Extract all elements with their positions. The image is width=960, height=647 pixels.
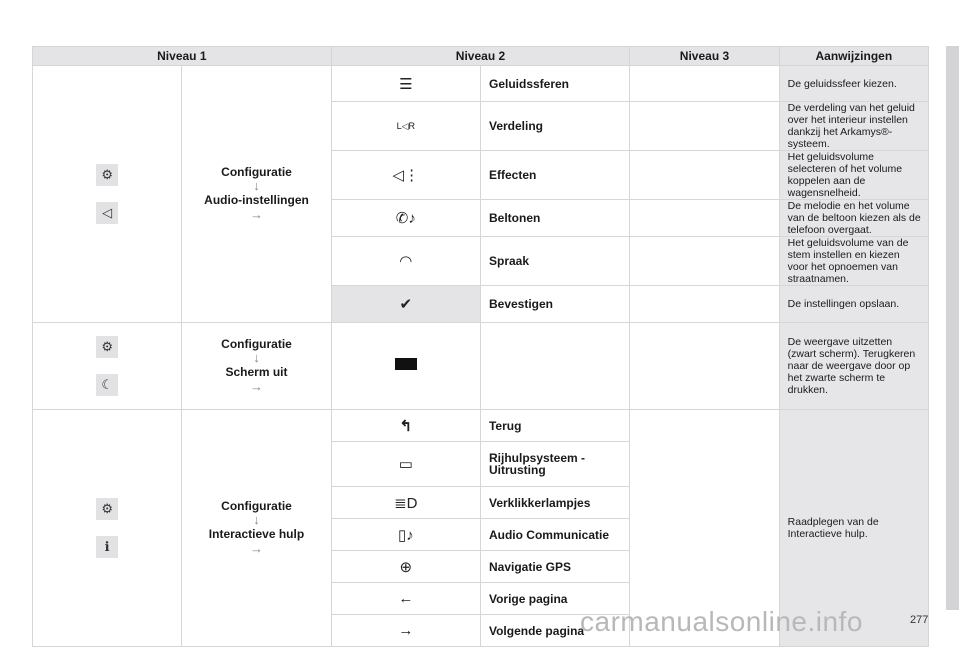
level1-icons	[33, 66, 182, 323]
black-screen-icon	[395, 358, 417, 370]
level2-icon-cell	[331, 323, 480, 410]
driving-aid-icon: ▭	[331, 442, 480, 487]
voice-icon: ◠	[331, 237, 480, 286]
menu-table	[32, 46, 929, 647]
level2-label: Effecten	[480, 151, 629, 200]
level1-top: Configuratie	[221, 165, 292, 179]
level1-top: Configuratie	[221, 499, 292, 513]
gears-icon: ⚙	[96, 498, 118, 520]
level3-cell	[630, 323, 779, 410]
level3-cell	[630, 66, 779, 102]
level1-top: Configuratie	[221, 337, 292, 351]
audio-phone-icon: ▯♪	[331, 519, 480, 551]
page-side-tab	[946, 46, 959, 610]
level1-label	[182, 323, 331, 410]
arrow-right-icon: →	[249, 207, 263, 222]
level1-icons	[33, 410, 182, 647]
level1-bottom: Audio-instellingen	[204, 193, 309, 207]
level2-label: Vorige pagina	[480, 583, 629, 615]
note: De instellingen opslaan.	[779, 286, 928, 323]
header-aanwijzingen: Aanwijzingen	[779, 47, 928, 66]
table-row	[33, 410, 929, 442]
level1-bottom: Scherm uit	[225, 365, 288, 379]
header-niveau-1: Niveau 1	[33, 47, 332, 66]
gears-icon: ⚙	[96, 336, 118, 358]
level2-label: Rijhulpsysteem - Uitrusting	[480, 442, 629, 487]
level2-label: Spraak	[480, 237, 629, 286]
page-number: 277	[910, 614, 929, 626]
speaker-effects-icon: ◁⋮	[331, 151, 480, 200]
note: De melodie en het volume van de beltoon kiezen als de telefoon overgaat.	[779, 200, 928, 237]
level2-label: Beltonen	[480, 200, 629, 237]
table-row	[33, 66, 929, 102]
warning-lamp-icon: ≣D	[331, 487, 480, 519]
table-header	[33, 47, 929, 66]
level2-label: Verklikkerlampjes	[480, 487, 629, 519]
ringtone-icon: ✆♪	[331, 200, 480, 237]
level2-label: Terug	[480, 410, 629, 442]
note: De weergave uitzetten (zwart scherm). Terugkeren naar de weergave door op het zwarte scherm te drukken.	[779, 323, 928, 410]
level2-label	[480, 323, 629, 410]
note: Raadplegen van de Interactieve hulp.	[779, 410, 928, 647]
gps-icon: ⊕	[331, 551, 480, 583]
level3-cell	[630, 200, 779, 237]
arrow-right-icon: →	[249, 379, 263, 394]
arrow-right-icon: →	[331, 615, 480, 647]
gears-icon: ⚙	[96, 164, 118, 186]
level1-label	[182, 410, 331, 647]
arrow-down-icon: ↓	[253, 512, 260, 527]
arrow-down-icon: ↓	[253, 178, 260, 193]
watermark: carmanualsonline.info	[580, 606, 863, 637]
level3-cell	[630, 286, 779, 323]
table-row	[33, 323, 929, 410]
note: Het geluidsvolume selecteren of het volume koppelen aan de wagensnelheid.	[779, 151, 928, 200]
level3-cell	[630, 102, 779, 151]
arrow-right-icon: →	[249, 541, 263, 556]
level1-label	[182, 66, 331, 323]
checkmark-icon: ✔	[331, 286, 480, 323]
level1-bottom: Interactieve hulp	[208, 527, 305, 541]
level3-cell	[630, 237, 779, 286]
level3-cell	[630, 151, 779, 200]
arrow-left-icon: ←	[331, 583, 480, 615]
level2-label: Volgende pagina	[480, 615, 629, 647]
level2-label: Verdeling	[480, 102, 629, 151]
moon-icon: ☾	[96, 374, 118, 396]
level2-label: Navigatie GPS	[480, 551, 629, 583]
level1-icons	[33, 323, 182, 410]
book-info-icon: ℹ	[96, 536, 118, 558]
level2-label: Audio Communicatie	[480, 519, 629, 551]
level2-label: Bevestigen	[480, 286, 629, 323]
balance-icon: L◁R	[331, 102, 480, 151]
header-niveau-2: Niveau 2	[331, 47, 630, 66]
header-niveau-3: Niveau 3	[630, 47, 779, 66]
note: Het geluidsvolume van de stem instellen en kiezen voor het opnoemen van straatnamen.	[779, 237, 928, 286]
note: De geluidssfeer kiezen.	[779, 66, 928, 102]
note: De verdeling van het geluid over het interieur instellen dankzij het Arkamys®-systeem.	[779, 102, 928, 151]
equalizer-icon: ☰	[331, 66, 480, 102]
back-icon: ↰	[331, 410, 480, 442]
level2-label: Geluidssferen	[480, 66, 629, 102]
arrow-down-icon: ↓	[253, 350, 260, 365]
speaker-icon: ◁	[96, 202, 118, 224]
